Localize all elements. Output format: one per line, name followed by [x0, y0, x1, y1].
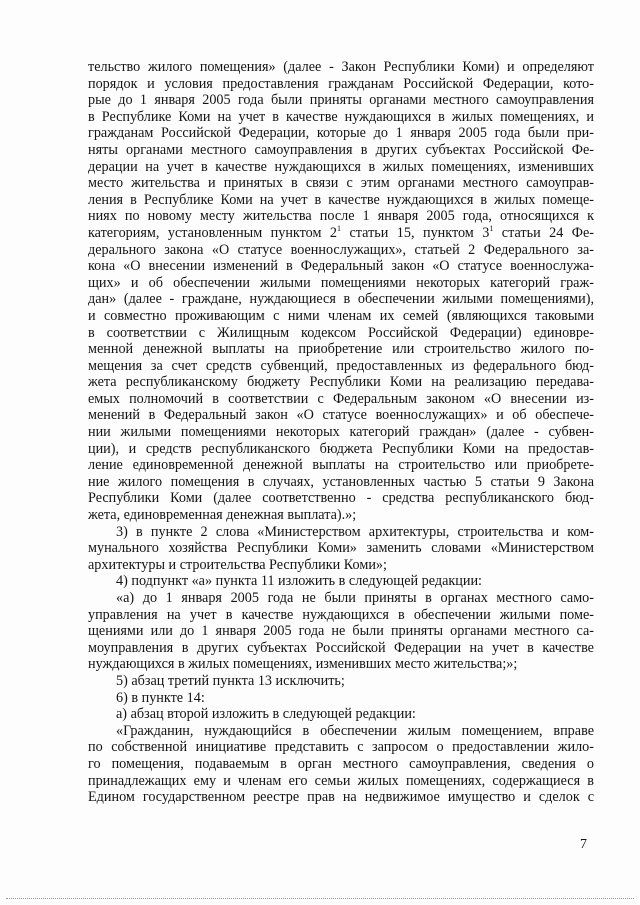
text-line: Едином государственном реестре прав на недвижимое имущество и сделок с: [88, 789, 594, 806]
text-line: управления на учет в качестве нуждающихся в обеспечении жилыми поме-: [88, 606, 594, 623]
text-line: менений в Федеральный закон «О статусе военнослужащих» и об обеспече-: [88, 407, 594, 424]
text-line: менной денежной выплаты на приобретение или строительство жилого по-: [88, 341, 594, 358]
text-line: «а) до 1 января 2005 года не были приняты в органах местного само-: [116, 590, 594, 606]
text-line: 5) абзац третий пункта 13 исключить;: [116, 672, 345, 689]
paragraph-subitem-a: [88, 590, 594, 673]
text-line: кона «О внесении изменений в Федеральный закон «О статусе военнослужа-: [88, 258, 594, 275]
text-line: в Республике Коми на учет в качестве нуждающихся в жилых помещениях, и: [88, 108, 594, 125]
text-line: нии жилыми помещениями некоторых категорий граждан» (далее - субвен-: [88, 424, 594, 441]
text-line: няты органами местного самоуправления в других субъектах Российской Фе-: [88, 141, 594, 158]
text-fragment: категориям, установленным пунктом 2: [88, 224, 338, 241]
text-line: место жительства и принятых в связи с этим органами местного самоуправ-: [88, 175, 594, 192]
text-line: дан» (далее - граждане, нуждающиеся в обеспечении жилыми помещениями),: [88, 291, 594, 308]
text-line: «Гражданин, нуждающийся в обеспечении жилым помещением, вправе: [116, 722, 594, 739]
paragraph-item-4: [88, 573, 594, 590]
text-line: щениями или до 1 января 2005 года не были приняты органами местного са-: [88, 623, 594, 640]
text-line: моуправления в других субъектах Российской Федерации на учет в качестве: [88, 639, 594, 656]
text-line: рые до 1 января 2005 года были приняты органами местного самоуправления: [88, 92, 594, 109]
paragraph-quoted-text: [88, 723, 594, 806]
text-line: и совместно проживающим с ними членам их семей (являющихся таковыми: [88, 307, 594, 324]
text-line: ниях по новому месту жительства после 1 января 2005 года, относящихся к: [88, 208, 594, 225]
text-line: ления в Республике Коми на учет в качестве нуждающихся в жилых помеще-: [88, 191, 594, 208]
text-fragment: статьи 15, пунктом 3: [341, 224, 490, 241]
text-line: Республики Коми (далее соответственно - средства республиканского бюд-: [88, 490, 594, 507]
text-line: 4) подпункт «а» пункта 11 изложить в следующей редакции:: [116, 573, 482, 590]
page-number: 7: [580, 837, 587, 852]
text-line: емых полномочий в соответствии с Федеральным законом «О внесении из-: [88, 390, 594, 407]
text-line: ции), и средств республиканского бюджета Республики Коми на предостав-: [88, 440, 594, 457]
paragraph-item-5: [88, 673, 594, 690]
text-line: в соответствии с Жилищным кодексом Российской Федерации) единовре-: [88, 324, 594, 341]
text-line: архитектуры и строительства Республики Коми»;: [88, 556, 387, 573]
paragraph-item-6a: [88, 706, 594, 723]
text-line: 6) в пункте 14:: [116, 689, 205, 706]
text-line: мещения за счет средств субвенций, предоставленных из федерального бюд-: [88, 357, 594, 374]
paragraph-item-3: [88, 524, 594, 574]
text-line: принадлежащих ему и членам его семьи жилых помещениях, содержащиеся в: [88, 772, 594, 789]
text-line: щих» и об обеспечении жилыми помещениями некоторых категорий граж-: [88, 274, 594, 291]
text-line: жета, единовременная денежная выплата).»;: [88, 507, 357, 524]
text-line: порядок и условия предоставления гражданам Российской Федерации, кото-: [88, 75, 594, 92]
text-line: дерального закона «О статусе военнослужащих», статьей 2 Федерального за-: [88, 241, 594, 258]
superscript: 1: [337, 224, 342, 233]
text-line: гражданам Российской Федерации, которые до 1 января 2005 года были при-: [88, 125, 594, 142]
paragraph-item-6: [88, 690, 594, 707]
text-line: ние жилого помещения в случаях, установленных частью 5 статьи 9 Закона: [88, 473, 594, 490]
text-line-with-superscripts: [88, 225, 594, 242]
text-line: нуждающихся в жилых помещениях, изменивших место жительства;»;: [88, 656, 518, 673]
paragraph-decree-text: [88, 59, 594, 524]
text-line: а) абзац второй изложить в следующей редакции:: [116, 706, 416, 723]
text-line: го помещения, подаваемым в орган местного самоуправления, сведения о: [88, 755, 594, 772]
text-line: тельство жилого помещения» (далее - Закон Республики Коми) и определяют: [88, 59, 594, 75]
superscript: 1: [489, 224, 494, 233]
document-body: [88, 59, 594, 806]
text-line: мунального хозяйства Республики Коми» заменить словами «Министерством: [88, 540, 594, 557]
text-line: ление единовременной денежной выплаты на строительство или приобрете-: [88, 457, 594, 474]
scan-edge-divider: [6, 898, 634, 899]
text-line: по собственной инициативе представить с запросом о предоставлении жило-: [88, 739, 594, 756]
text-line: дерации на учет в качестве нуждающихся в жилых помещениях, изменивших: [88, 158, 594, 175]
text-line: 3) в пункте 2 слова «Министерством архитектуры, строительства и ком-: [116, 523, 594, 540]
text-line: жета республиканскому бюджету Республики Коми на реализацию передава-: [88, 374, 594, 391]
text-fragment: статьи 24 Фе-: [493, 224, 594, 241]
